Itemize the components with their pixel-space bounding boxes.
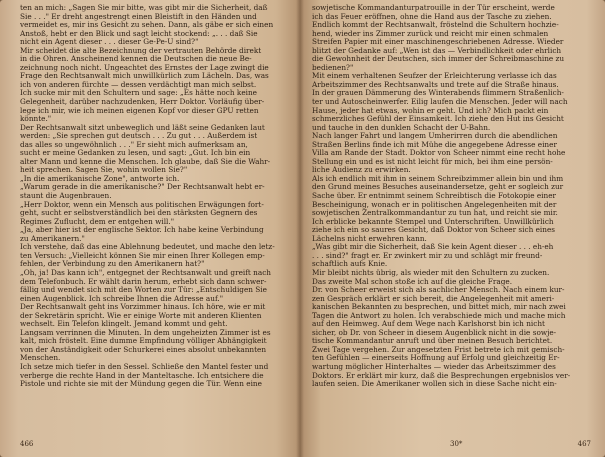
text-line: den Grund meines Besuches auseinandersetze, geht er sogleich zur [312,183,564,192]
text-line: „Warum gerade in die amerikanische?" Der Rechtsanwalt hebt er- [20,183,265,192]
text-line: Langsam verrinnen die Minuten. In dem ungeheizten Zimmer ist es [20,328,271,337]
text-line: liche Audienz zu erwirken. [312,166,411,175]
text-line: Menschen. [20,354,61,363]
text-line: fällig und wendet sich mit den Worten zur Tür: „Entschuldigen Sie [20,286,267,295]
text-line: wartung möglicher Hinterhaltes — wieder das Arbeitszimmer des [312,362,556,371]
text-line: „Was gibt mir die Sicherheit, daß Sie kein Agent dieser . . . eh-eh [312,243,554,252]
text-line: sucht er meine Gedanken zu lesen, und sagt: „Gut. Ich bin ein [20,149,251,158]
text-line: das alles so ungewöhnlich . . ." Er sieht mich aufmerksam an, [20,140,248,149]
left-page [0,0,300,457]
text-line: Arbeitszimmer des Rechtsanwalts und trete auf die Straße hinaus. [312,80,559,89]
text-line: Dr. von Scheer erweist sich als sachlicher Mensch. Nach einem kur- [312,286,565,295]
text-line: Gelegenheit, darüber nachzudenken, Herr Doktor. Vorläufig über- [20,98,265,107]
text-line: ten an mich: „Sagen Sie mir bitte, was gibt mir die Sicherheit, daß [20,4,268,12]
text-line: Als ich endlich mit ihm in seinem Schreibzimmer allein bin und ihm [312,174,564,183]
text-line: Doktors. Er erklärt mir kurz, daß die Besprechungen ergebnislos ver- [312,371,571,380]
text-line: staunt die Augenbrauen. [20,192,112,201]
text-line: alter Mann und kenne die Menschen. Ich glaube, daß Sie die Wahr- [20,157,271,166]
text-line: Ich sucke mir mit den Schultern und sage: „Es hätte noch keine [20,89,257,98]
text-line: Streifen Papier mit einer maschinengeschriebenen Adresse. Wieder [312,38,564,47]
book-gutter [296,0,304,457]
text-line: Lächelns nicht erwehren kann. [312,234,427,243]
right-page-number: 467 [577,440,591,448]
text-line: Hause, jeder hat etwas, wohin er geht. Und ich? Mich packt ein [312,106,549,115]
text-line: Der Rechtsanwalt geht ins Vorzimmer hinaus. Ich höre, wie er mit [20,303,266,312]
text-line: schmerzliches Gefühl der Einsamkeit. Ich ziehe den Hut ins Gesicht [312,115,564,124]
text-line: werden: „Sie sprechen gut deutsch . . . Zu gut . . . Außerdem ist [20,132,258,141]
text-line: Frage den Rechtsanwalt mich unwillkürlich zum Lächeln. Das, was [20,72,269,81]
text-line: Sie . . ." Er dreht angestrengt einen Bleistift in den Händen und [20,12,257,21]
text-line: Der Rechtsanwalt sitzt unbeweglich und läßt seine Gedanken laut [20,123,265,132]
signature-marker: 30* [450,440,463,448]
text-line: Villa am Rande der Stadt. Doktor von Scheer nimmt eine recht hohe [312,149,566,158]
text-line: „In die amerikanische Zone", antworte ich. [20,174,180,183]
text-line: Ich verstehe, daß das eine Ablehnung bedeutet, und mache den letz- [20,243,275,252]
left-page-number: 466 [20,440,34,448]
text-line: zu Amerikanern." [20,234,85,243]
text-line: Tagen die Antwort zu holen. Ich verabschiede mich und mache mich [312,311,566,320]
text-line: der Sekretärin spricht. Wie er einige Worte mit anderen Klienten [20,311,262,320]
text-line: Straßen Berlins finde ich mit Mühe die angegebene Adresse einer [312,140,557,149]
text-line: Bescheinigung, wonach er in politischen Angelegenheiten mit der [312,200,557,209]
right-page-text [312,4,594,389]
text-line: Anstoß, hebt er den Blick und sagt leicht stockend: „. . . daß Sie [20,29,258,38]
text-line: In der grauen Dämmerung des Winterabends flimmern Straßenlich- [312,89,564,98]
text-line: und tauche in den dunklen Schacht der U-Bahn. [312,123,491,132]
text-line: fehlen, der Verbindung zu den Amerikanern hat?" [20,260,205,269]
text-line: Stellung ein und es ist nicht leicht für mich, bei ihm eine persön- [312,157,553,166]
text-line: Pistole und richte sie mit der Mündung gegen die Tür. Wenn eine [20,380,262,389]
text-line: „Herr Doktor, wenn ein Mensch aus politischen Erwägungen fort- [20,200,264,209]
text-line: sowjetischen Zentralkommandantur zu tun hat, und reicht sie mir. [312,209,558,218]
text-line: Sache über. Er entnimmt seinem Schreibtisch die Fotokopie einer [312,192,556,201]
text-line: wechselt. Ein Telefon klingelt. Jemand kommt und geht. [20,320,228,329]
text-line: kanischen Bekannten zu besprechen, und bittet mich, mir nach zwei [312,303,566,312]
text-line: . . . sind?" fragt er. Er zwinkert mir zu und schlägt mir freund- [312,251,543,260]
text-line: Das zweite Mal schon stoße ich auf die gleiche Frage. [312,277,513,286]
text-line: ten Versuch: „Vielleicht können Sie mir einen Ihrer Kollegen emp- [20,251,265,260]
text-line: von der Anständigkeit oder Schurkerei eines absolut unbekannten [20,345,267,354]
text-line: ten Gefühlen — einerseits Hoffnung auf Erfolg und gleichzeitig Er- [312,354,560,363]
text-line: Ich erblicke bekannte Stempel und Unterschriften. Unwillkürlich [312,217,554,226]
text-line: Ich setze mich tiefer in den Sessel. Schließe den Mantel fester und [20,362,269,371]
text-line: zeichnung noch nicht. Ungeachtet des Ernstes der Lage zwingt die [20,63,269,72]
text-line: Endlich kommt der Rechtsanwalt, fröstelnd die Schultern hochzie- [312,21,559,30]
text-line: laufen seien. Die Amerikaner wollen sich in diese Sache nicht ein- [312,380,557,389]
text-line: könnte." [20,115,52,124]
text-line: nicht ein Agent dieser . . . dieser Ge-Pe-U sind?" [20,38,199,47]
text-line: sowjetische Kommandanturpatrouille in der Tür erscheint, werde [312,4,555,12]
right-page [300,0,605,457]
text-line: verberge die rechte Hand in der Manteltasche. Ich entsichere die [20,371,264,380]
text-line: ich von anderen fürchte — dessen verdächtigt man mich selbst. [20,80,257,89]
text-line: die Gewohnheit der Deutschen, sich immer der Schreibmaschine zu [312,55,565,64]
text-line: ziehe ich ein so saures Gesicht, daß Doktor von Scheer sich eines [312,226,556,235]
text-line: „Oh, ja! Das kann ich", entgegnet der Rechtsanwalt und greift nach [20,268,272,277]
text-line: tische Kommandantur anruft und über meinen Besuch berichtet. [312,337,553,346]
text-line: in die Ohren. Anscheinend kennen die Deutschen die neue Be- [20,55,252,64]
text-line: ter und Autoscheinwerfer. Eilig laufen die Menschen. Jeder will nach [312,98,568,107]
text-line: einen Augenblick. Ich schreibe Ihnen die Adresse auf." [20,294,224,303]
text-line: Zwei Tage vergehen. Zur angesetzten Frist betrete ich mit gemisch- [312,345,565,354]
text-line: Regimes Zuflucht, dem er entgehen will." [20,217,175,226]
text-line: zen Gespräch erklärt er sich bereit, die Angelegenheit mit ameri- [312,294,555,303]
text-line: geht, sucht er selbstverständlich bei den stärksten Gegnern des [20,209,258,218]
text-line: lege ich mir, wie ich meinen eigenen Kopf vor dieser GPU retten [20,106,259,115]
text-line: heit sprechen. Sagen Sie, wohin wollen Sie?" [20,166,188,175]
text-line: Nach langer Fahrt und langem Umherirren durch die abendlichen [312,132,558,141]
left-page-text [20,4,290,389]
text-line: kalt, mich fröstelt. Eine dumme Empfindung völliger Abhängigkeit [20,337,267,346]
text-line: vermeidet es, mir ins Gesicht zu sehen. Dann, als gäbe er sich einen [20,21,274,30]
text-line: schaftlich aufs Knie. [312,260,388,269]
text-line: bedienen?" [312,63,354,72]
text-line: sicher, ob Dr. von Scheer in diesem Augenblick nicht in die sowje- [312,328,557,337]
text-line: hend, wieder ins Zimmer zurück und reicht mir einen schmalen [312,29,549,38]
text-line: dem Telefonbuch. Er wählt darin herum, erhebt sich dann schwer- [20,277,267,286]
text-line: Mir bleibt nichts übrig, als wieder mit den Schultern zu zucken. [312,268,550,277]
text-line: Mir scheidet die alte Bezeichnung der vertrauten Behörde direkt [20,46,262,55]
text-line: Mit einem verhaltenen Seufzer der Erleichterung verlasse ich das [312,72,557,81]
text-line: „Ja, aber hier ist der englische Sektor. Ich habe keine Verbindung [20,226,264,235]
text-line: auf den Heimweg. Auf dem Wege nach Karlshorst bin ich nicht [312,320,545,329]
text-line: blitzt der Gedanke auf: „Wen ist das — Verbindlichkeit oder ehrlich [312,46,562,55]
text-line: ich das Feuer eröffnen, ohne die Hand aus der Tasche zu ziehen. [312,12,552,21]
